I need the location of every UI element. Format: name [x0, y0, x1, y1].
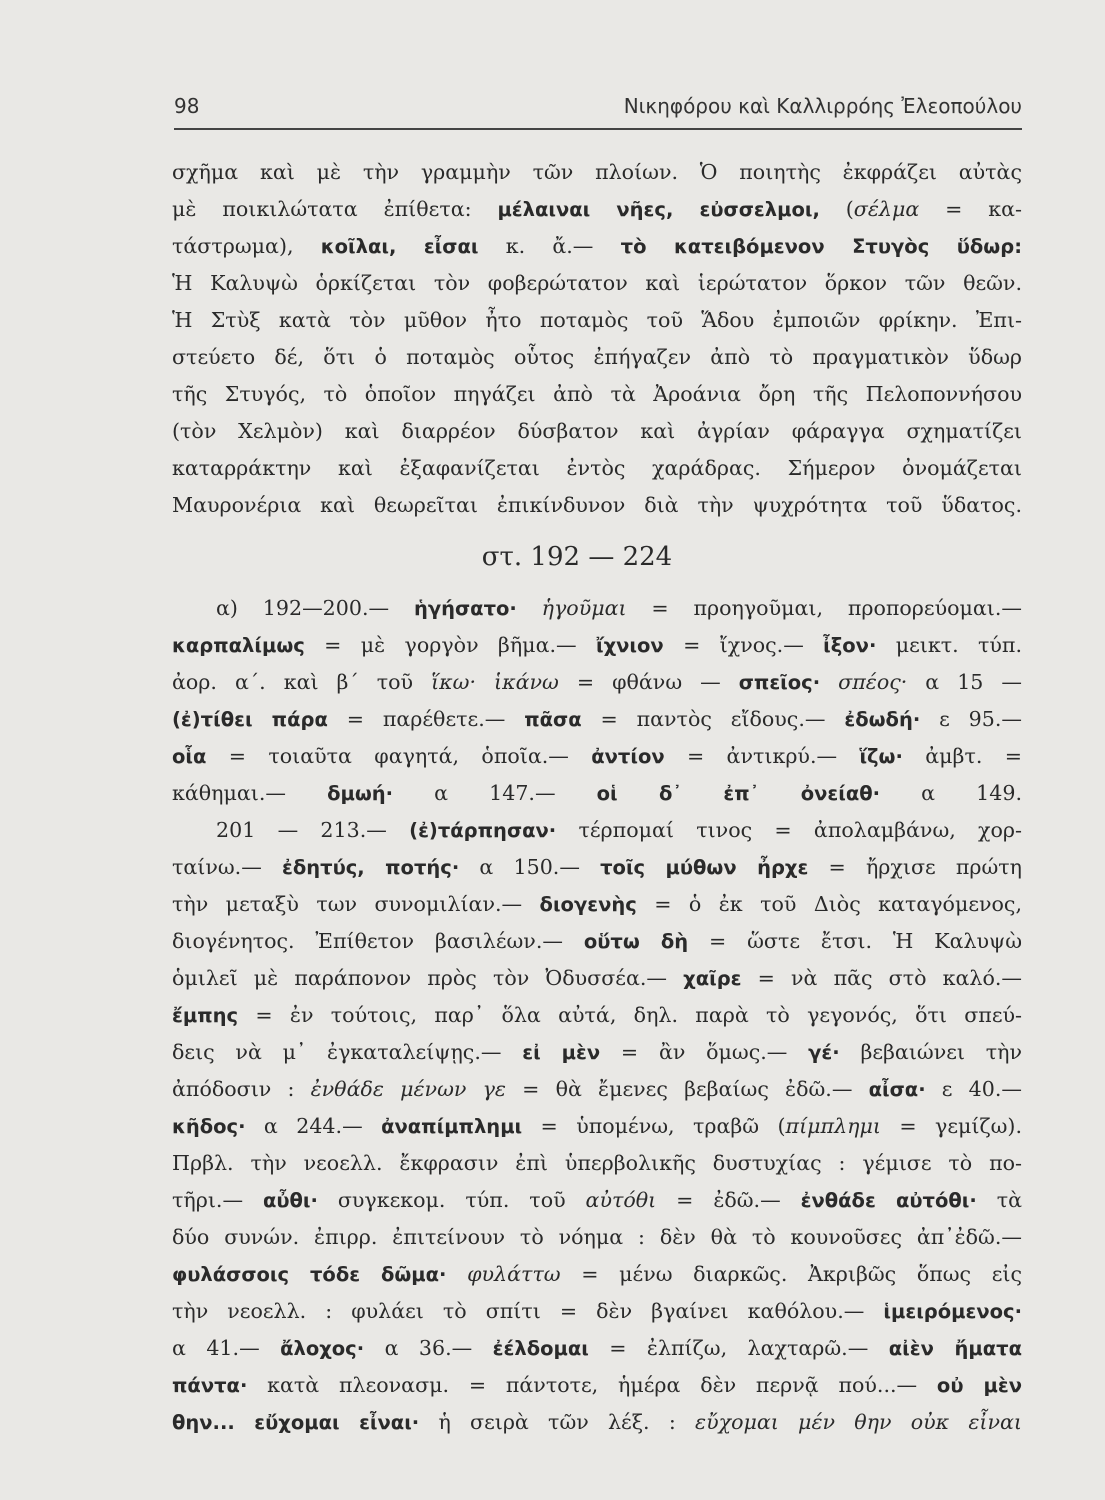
text-run: = παντὸς εἴδους.—	[581, 707, 845, 731]
lemma-term: ἐνθάδε αὐτόθι·	[800, 1189, 977, 1212]
text-line	[172, 450, 1022, 487]
text-run: α 36.—	[364, 1336, 493, 1360]
text-line	[172, 191, 1022, 228]
italic-term: σπέος·	[838, 670, 908, 694]
text-run: καταρράκτην καὶ ἐξαφανίζεται ἐντὸς χαράδρας. Σήμερον ὀνομάζεται	[172, 456, 1022, 480]
text-run: = ἂν ὅμως.—	[600, 1040, 809, 1064]
text-run: στεύετο δέ, ὅτι ὁ ποταμὸς οὗτος ἐπήγαζεν ἀπὸ τὸ πραγματικὸν ὕδωρ	[172, 345, 1022, 369]
text-line	[172, 627, 1022, 664]
lemma-term: αἰὲν ἤματα	[888, 1337, 1022, 1360]
text-run: μεικτ. τύπ.	[876, 633, 1022, 657]
text-run: κατὰ πλεονασμ. = πάντοτε, ἡμέρα δὲν περνᾷ πού...—	[247, 1373, 937, 1397]
text-line	[172, 1330, 1022, 1367]
lemma-term: εἰ μὲν	[522, 1041, 601, 1064]
lemma-term: ἀναπίμπλημι	[381, 1115, 523, 1138]
lemma-term: ἵζω·	[859, 745, 903, 768]
text-run: 201 — 213.—	[216, 818, 410, 842]
italic-term: ἵκω·	[431, 670, 476, 694]
text-run: τέρπομαί τινος = ἀπολαμβάνω, χορ-	[556, 818, 1022, 842]
lemma-term: ἀντίον	[591, 745, 665, 768]
text-line	[172, 1108, 1022, 1145]
lemma-term: θην... εὔχομαι εἶναι·	[172, 1411, 420, 1434]
text-run: τὴν μεταξὺ των συνομιλίαν.—	[172, 892, 540, 916]
text-run: α 150.—	[459, 855, 601, 879]
text-line	[172, 886, 1022, 923]
text-line	[172, 812, 1022, 849]
header-rule	[174, 128, 1022, 130]
text-line	[172, 849, 1022, 886]
text-run: α) 192—200.—	[216, 596, 414, 620]
text-line	[172, 1219, 1022, 1256]
commentary-paragraph	[172, 154, 1022, 524]
running-title: Νικηφόρου καὶ Καλλιρρόης Ἐλεοπούλου	[623, 94, 1022, 118]
text-line	[172, 1404, 1022, 1441]
text-run: = ἐδῶ.—	[656, 1188, 801, 1212]
text-run: = προηγοῦμαι, προπορεύομαι.—	[626, 596, 1022, 620]
lemma-term: ἄλοχος·	[280, 1337, 365, 1360]
text-line	[172, 1367, 1022, 1404]
text-run: ἀπόδοσιν :	[172, 1077, 311, 1101]
text-run: = ἀντικρύ.—	[664, 744, 860, 768]
lemma-term: κῆδος·	[172, 1115, 246, 1138]
italic-term: φυλάττω	[467, 1262, 561, 1286]
text-run: ε 95.—	[920, 707, 1022, 731]
text-run: ε 40.—	[925, 1077, 1022, 1101]
text-run: διογένητος. Ἐπίθετον βασιλέων.—	[172, 929, 584, 953]
text-run: = κα-	[919, 197, 1022, 221]
lemma-term: οἱ δ᾽ ἐπ᾽ ὀνείαθ·	[596, 782, 881, 805]
text-line	[172, 1293, 1022, 1330]
text-run: ἀμβτ. =	[902, 744, 1022, 768]
text-run: ὁμιλεῖ μὲ παράπονον πρὸς τὸν Ὀδυσσέα.—	[172, 966, 684, 990]
lemma-term: ἡγήσατο·	[413, 597, 517, 620]
text-run: = ἐν τούτοις, παρ᾽ ὅλα αὐτά, δηλ. παρὰ τὸ γεγονός, ὅτι σπεύ-	[238, 1003, 1022, 1027]
text-run: μὲ ποικιλώτατα ἐπίθετα:	[172, 197, 498, 221]
text-run: = γεμίζω).	[880, 1114, 1022, 1138]
text-run: = παρέθετε.—	[327, 707, 525, 731]
text-run: = νὰ πᾶς στὸ καλό.—	[741, 966, 1022, 990]
italic-term: πίμπλημι	[785, 1114, 881, 1138]
text-run: = ἴχνος.—	[663, 633, 824, 657]
text-line	[172, 1145, 1022, 1182]
text-line	[172, 413, 1022, 450]
text-run	[517, 596, 542, 620]
text-run: κ. ἄ.—	[478, 234, 621, 258]
text-run: = ἐλπίζω, λαχταρῶ.—	[588, 1336, 889, 1360]
text-line	[172, 664, 1022, 701]
text-run: ἀορ. α΄. καὶ β΄ τοῦ	[172, 670, 432, 694]
lemma-term: (ἐ)τίθει πάρα	[172, 708, 328, 731]
text-line	[172, 701, 1022, 738]
text-run: α 147.—	[393, 781, 597, 805]
text-line	[172, 960, 1022, 997]
lemma-term: χαῖρε	[683, 967, 742, 990]
page-body	[172, 154, 1022, 1441]
lemma-term: γέ·	[808, 1041, 840, 1064]
text-run: = ὁ ἐκ τοῦ Διὸς καταγόμενος,	[636, 892, 1022, 916]
italic-term: σέλμα	[853, 197, 920, 221]
text-line	[172, 376, 1022, 413]
italic-term: ἡγοῦμαι	[541, 596, 627, 620]
text-line	[172, 339, 1022, 376]
text-line	[172, 1182, 1022, 1219]
page-header	[174, 94, 1022, 118]
text-run: = τοιαῦτα φαγητά, ὁποῖα.—	[206, 744, 592, 768]
text-run: τάστρωμα),	[172, 234, 321, 258]
text-line	[172, 1256, 1022, 1293]
text-line	[172, 154, 1022, 191]
lemma-term: ἴχνιον	[595, 634, 664, 657]
text-line	[172, 590, 1022, 627]
text-line	[172, 1071, 1022, 1108]
lemma-term: ἐδητύς, ποτής·	[282, 856, 460, 879]
lemma-term: τὸ κατειβόμενον Στυγὸς ὕδωρ:	[620, 235, 1022, 258]
italic-term: ἐνθάδε μένων γε	[310, 1077, 506, 1101]
italic-term: εὔχομαι μέν θην οὐκ εἶναι	[695, 1410, 1022, 1434]
text-run: = φθάνω —	[558, 670, 739, 694]
text-run: = ἤρχισε πρώτη	[808, 855, 1022, 879]
text-run	[820, 670, 838, 694]
lemma-term: οὕτω δὴ	[583, 930, 689, 953]
text-run: κάθημαι.—	[172, 781, 328, 805]
text-line	[172, 923, 1022, 960]
text-run: τὴν νεοελλ. : φυλάει τὸ σπίτι = δὲν βγαίνει καθόλου.—	[172, 1299, 884, 1323]
text-line	[172, 265, 1022, 302]
text-run: Ἡ Στὺξ κατὰ τὸν μῦθον ἦτο ποταμὸς τοῦ Ἅδου ἐμποιῶν φρίκην. Ἐπι-	[172, 308, 1022, 332]
text-line	[172, 738, 1022, 775]
text-line	[172, 487, 1022, 524]
glossary-notes	[172, 590, 1022, 1441]
lemma-term: αὖθι·	[262, 1189, 318, 1212]
text-run: = θὰ ἔμενες βεβαίως ἐδῶ.—	[505, 1077, 869, 1101]
lemma-term: ἐδωδή·	[844, 708, 921, 731]
text-run	[476, 670, 494, 694]
lemma-term: μέλαιναι νῆες, εὐσσελμοι,	[497, 198, 820, 221]
text-line	[172, 775, 1022, 812]
lemma-term: διογενὴς	[539, 893, 637, 916]
lemma-term: ἐέλδομαι	[492, 1337, 589, 1360]
lemma-term: (ἐ)τάρπησαν·	[409, 819, 557, 842]
italic-term: ἱκάνω	[494, 670, 559, 694]
text-run: Ἡ Καλυψὼ ὁρκίζεται τὸν φοβερώτατον καὶ ἱερώτατον ὅρκον τῶν θεῶν.	[172, 271, 1022, 295]
text-run: Πρβλ. τὴν νεοελλ. ἔκφρασιν ἐπὶ ὑπερβολικῆς δυστυχίας : γέμισε τὸ πο-	[172, 1151, 1022, 1175]
page-number: 98	[174, 94, 200, 118]
text-line	[172, 997, 1022, 1034]
lemma-term: πάντα·	[172, 1374, 248, 1397]
text-run: ταίνω.—	[172, 855, 282, 879]
lemma-term: οὐ μὲν	[936, 1374, 1022, 1397]
text-run: α 41.—	[172, 1336, 281, 1360]
text-run: δύο συνών. ἐπιρρ. ἐπιτείνουν τὸ νόημα : δὲν θὰ τὸ κουνοῦσες ἀπ᾽ἐδῶ.—	[172, 1225, 1022, 1249]
lemma-term: κοῖλαι, εἶσαι	[320, 235, 479, 258]
text-run: ἡ σειρὰ τῶν λέξ. :	[419, 1410, 696, 1434]
lemma-term: φυλάσσοις τόδε δῶμα·	[172, 1263, 447, 1286]
text-run: βεβαιώνει τὴν	[839, 1040, 1022, 1064]
text-line	[172, 302, 1022, 339]
lemma-term: αἶσα·	[868, 1078, 926, 1101]
text-run: δεις νὰ μ᾽ ἐγκαταλείψῃς.—	[172, 1040, 523, 1064]
lemma-term: ἱμειρόμενος·	[883, 1300, 1022, 1323]
text-run: (	[819, 197, 854, 221]
text-run: σχῆμα καὶ μὲ τὴν γραμμὴν τῶν πλοίων. Ὁ ποιητὴς ἐκφράζει αὐτὰς	[172, 160, 1022, 184]
text-run: = μὲ γοργὸν βῆμα.—	[304, 633, 596, 657]
text-run: τὰ	[976, 1188, 1022, 1212]
text-run: = ὑπομένω, τραβῶ (	[522, 1114, 786, 1138]
italic-term: αὐτόθι	[585, 1188, 657, 1212]
lemma-term: ἶξον·	[823, 634, 877, 657]
text-run: α 244.—	[245, 1114, 382, 1138]
lemma-term: τοῖς μύθων ἦρχε	[600, 856, 809, 879]
text-line	[172, 228, 1022, 265]
lemma-term: δμωή·	[327, 782, 394, 805]
text-run	[446, 1262, 467, 1286]
text-run: = μένω διαρκῶς. Ἀκριβῶς ὅπως εἰς	[560, 1262, 1022, 1286]
text-run: = ὥστε ἔτσι. Ἡ Καλυψὼ	[688, 929, 1022, 953]
text-run: τῆρι.—	[172, 1188, 263, 1212]
lemma-term: καρπαλίμως	[172, 634, 305, 657]
lemma-term: σπεῖος·	[738, 671, 821, 694]
lemma-term: οἷα	[172, 745, 207, 768]
text-run: (τὸν Χελμὸν) καὶ διαρρέον δύσβατον καὶ ἀγρίαν φάραγγα σχηματίζει	[172, 419, 1022, 443]
text-run: συγκεκομ. τύπ. τοῦ	[317, 1188, 586, 1212]
lemma-term: ἔμπης	[172, 1004, 239, 1027]
text-line	[172, 1034, 1022, 1071]
text-run: α 149.	[880, 781, 1022, 805]
text-run: α 15 —	[907, 670, 1022, 694]
text-run: τῆς Στυγός, τὸ ὁποῖον πηγάζει ἀπὸ τὰ Ἀροάνια ὄρη τῆς Πελοποννήσου	[172, 382, 1022, 406]
section-heading: στ. 192 — 224	[481, 542, 673, 572]
lemma-term: πᾶσα	[524, 708, 582, 731]
text-run: Μαυρονέρια καὶ θεωρεῖται ἐπικίνδυνον διὰ τὴν ψυχρότητα τοῦ ὕδατος.	[172, 493, 1022, 517]
